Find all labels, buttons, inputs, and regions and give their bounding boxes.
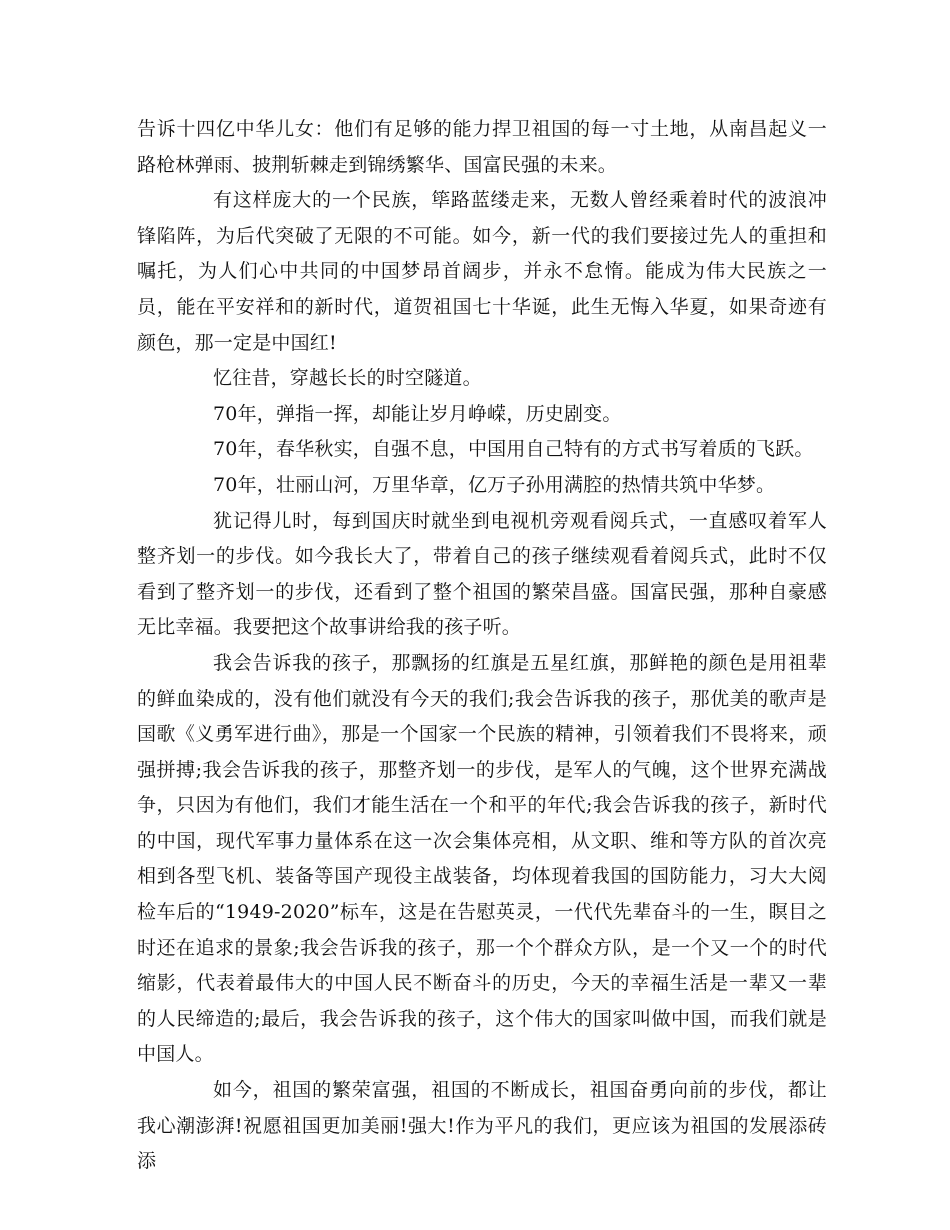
paragraph-1: 告诉十四亿中华儿女：他们有足够的能力捍卫祖国的每一寸土地，从南昌起义一路枪林弹雨、披荆斩棘走到锦绣繁华、国富民强的未来。 — [137, 118, 827, 176]
paragraph-2: 有这样庞大的一个民族，筚路蓝缕走来，无数人曾经乘着时代的波浪冲锋陷阵，为后代突破了无限的不可能。如今，新一代的我们要接过先人的重担和嘱托，为人们心中共同的中国梦昂首阔步，并永不怠惰。能成为伟大民族之一员，能在平安祥和的新时代，道贺祖国七十华诞，此生无悔入华夏，如果奇迹有颜色，那一定是中国红! — [137, 189, 827, 354]
paragraph-5: 70年，春华秋实，自强不息，中国用自己特有的方式书写着质的飞跃。 — [213, 438, 814, 461]
paragraph-9: 如今，祖国的繁荣富强，祖国的不断成长，祖国奋勇向前的步伐，都让我心潮澎湃!祝愿祖国更加美丽!强大!作为平凡的我们，更应该为祖国的发展添砖添 — [137, 1079, 827, 1173]
paragraph-6: 70年，壮丽山河，万里华章，亿万子孙用满腔的热情共筑中华梦。 — [213, 473, 776, 496]
paragraph-7: 犹记得儿时，每到国庆时就坐到电视机旁观看阅兵式，一直感叹着军人整齐划一的步伐。如今我长大了，带着自己的孩子继续观看着阅兵式，此时不仅看到了整齐划一的步伐，还看到了整个祖国的繁荣昌盛。国富民强，那种自豪感无比幸福。我要把这个故事讲给我的孩子听。 — [137, 509, 827, 639]
document-body — [137, 112, 827, 1180]
paragraph-3: 忆往昔，穿越长长的时空隧道。 — [213, 367, 482, 390]
paragraph-8: 我会告诉我的孩子，那飘扬的红旗是五星红旗，那鲜艳的颜色是用祖辈的鲜血染成的，没有他们就没有今天的我们;我会告诉我的孩子，那优美的歌声是国歌《义勇军进行曲》，那是一个国家一个民族的精神，引领着我们不畏将来，顽强拼搏;我会告诉我的孩子，那整齐划一的步伐，是军人的气魄，这个世界充满战争，只因为有他们，我们才能生活在一个和平的年代;我会告诉我的孩子，新时代的中国，现代军事力量体系在这一次会集体亮相，从文职、维和等方队的首次亮相到各型飞机、装备等国产现役主战装备，均体现着我国的国防能力，习大大阅检车后的“1949-2020”标车，这是在告慰英灵，一代代先辈奋斗的一生，瞑目之时还在追求的景象;我会告诉我的孩子，那一个个群众方队，是一个又一个的时代缩影，代表着最伟大的中国人民不断奋斗的历史，今天的幸福生活是一辈又一辈的人民缔造的;最后，我会告诉我的孩子，这个伟大的国家叫做中国，而我们就是中国人。 — [137, 651, 827, 1066]
paragraph-4: 70年，弹指一挥，却能让岁月峥嵘，历史剧变。 — [213, 402, 622, 425]
